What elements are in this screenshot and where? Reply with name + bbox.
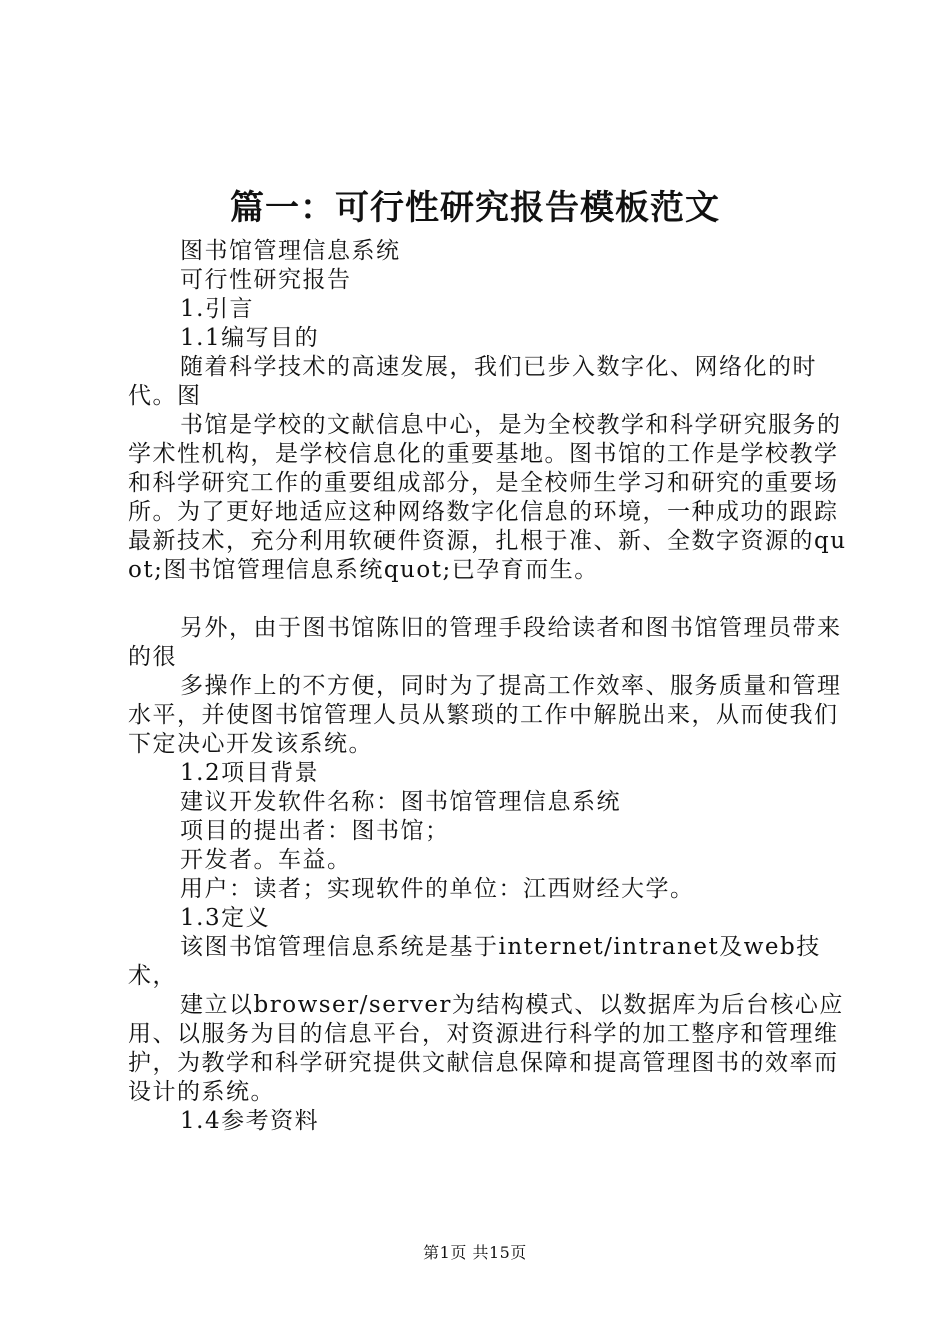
paragraph-users: 用户：读者；实现软件的单位：江西财经大学。 bbox=[180, 876, 695, 902]
paragraph-purpose-2: 书馆是学校的文献信息中心，是为全校教学和科学研究服务的学术性机构，是学校信息化的重要基地。图书馆的工作是学校教学和科学研究工作的重要组成部分，是全校师生学习和研究的重要场所。为了更好地适应这种网络数字化信息的环境，一种成功的跟踪最新技术，充分利用软硬件资源，扎根于准、新、全数字资源的quot;图书馆管理信息系统quot;已孕育而生。 bbox=[128, 412, 847, 583]
paragraph-definition-2: 建立以browser/server为结构模式、以数据库为后台核心应用、以服务为目的信息平台，对资源进行科学的加工整序和管理维护，为教学和科学研究提供文献信息保障和提高管理图书的效率而设计的系统。 bbox=[128, 992, 844, 1105]
paragraph-proposer: 项目的提出者：图书馆； bbox=[180, 818, 450, 844]
document-body bbox=[128, 237, 850, 1136]
paragraph-system-name: 图书馆管理信息系统 bbox=[180, 238, 401, 264]
paragraph-purpose-3: 另外，由于图书馆陈旧的管理手段给读者和图书馆管理员带来的很 bbox=[128, 615, 842, 670]
heading-background: 1.2项目背景 bbox=[180, 760, 320, 786]
paragraph-purpose-4: 多操作上的不方便，同时为了提高工作效率、服务质量和管理水平，并使图书馆管理人员从繁琐的工作中解脱出来，从而使我们下定决心开发该系统。 bbox=[128, 673, 842, 757]
paragraph-gap bbox=[128, 585, 850, 614]
paragraph-purpose-1: 随着科学技术的高速发展，我们已步入数字化、网络化的时代。图 bbox=[128, 354, 817, 409]
heading-definition: 1.3定义 bbox=[180, 905, 271, 931]
paragraph-report-name: 可行性研究报告 bbox=[180, 267, 352, 293]
paragraph-definition-1: 该图书馆管理信息系统是基于internet/intranet及web技术， bbox=[128, 934, 821, 989]
heading-references: 1.4参考资料 bbox=[180, 1108, 320, 1134]
page-footer: 第1页 共15页 bbox=[423, 1243, 527, 1262]
paragraph-developer: 开发者。车益。 bbox=[180, 847, 352, 873]
heading-purpose: 1.1编写目的 bbox=[180, 325, 320, 351]
document-title: 篇一：可行性研究报告模板范文 bbox=[230, 188, 720, 228]
heading-introduction: 1.引言 bbox=[180, 296, 254, 322]
paragraph-software-name: 建议开发软件名称：图书馆管理信息系统 bbox=[180, 789, 621, 815]
